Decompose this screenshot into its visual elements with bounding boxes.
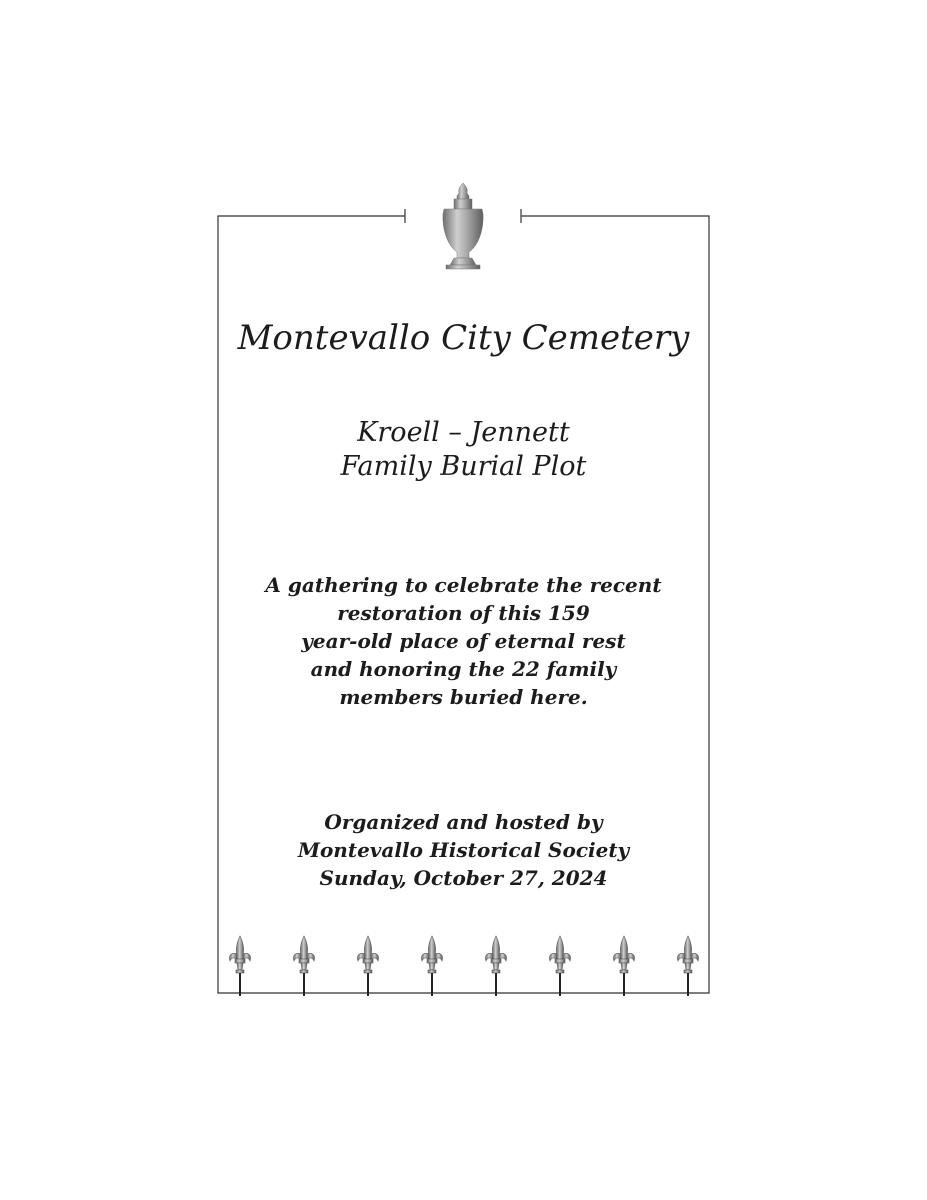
- description-line: members buried here.: [339, 685, 588, 709]
- host-line: Organized and hosted by: [324, 810, 603, 834]
- host-organization: Montevallo Historical Society: [297, 838, 630, 862]
- event-description: [218, 571, 709, 711]
- fleur-de-lis-fence-finial-icon: [229, 936, 698, 996]
- description-line: and honoring the 22 family: [310, 657, 617, 681]
- description-line: restoration of this 159: [337, 601, 590, 625]
- host-info: [218, 808, 709, 892]
- plot-subtitle: [218, 416, 709, 484]
- subtitle-line: Kroell – Jennett: [357, 417, 570, 448]
- cemetery-title: Montevallo City Cemetery: [237, 318, 690, 358]
- description-line: year-old place of eternal rest: [301, 629, 626, 653]
- description-line: A gathering to celebrate the recent: [265, 573, 662, 597]
- event-date: Sunday, October 27, 2024: [319, 866, 608, 890]
- subtitle-line: Family Burial Plot: [340, 451, 587, 482]
- urn-finial-icon: [443, 183, 483, 269]
